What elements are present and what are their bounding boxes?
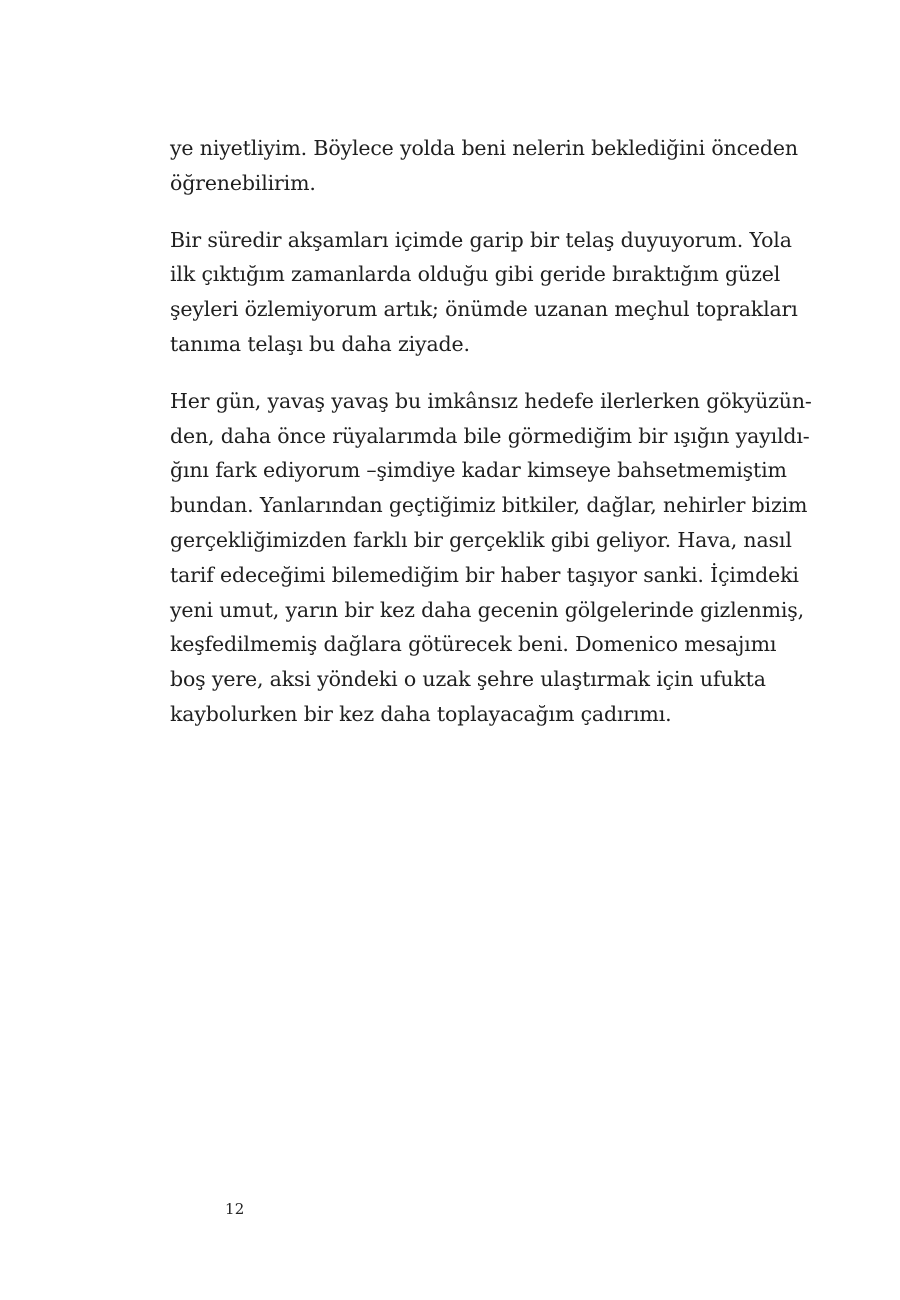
text-line: keşfedilmemiş dağlara götürecek beni. Domenico mesajımı (170, 632, 777, 657)
text-line: yeni umut, yarın bir kez daha gecenin gölgelerinde gizlenmiş, (170, 597, 805, 622)
paragraph (170, 223, 798, 362)
paragraph (170, 131, 798, 201)
text-line: boş yere, aksi yöndeki o uzak şehre ulaştırmak için ufukta (170, 667, 766, 692)
text-line: ğını fark ediyorum –şimdiye kadar kimseye bahsetmemiştim (170, 458, 787, 483)
text-line: ye niyetliyim. Böylece yolda beni nelerin beklediğini önceden (170, 136, 798, 160)
body-text (170, 131, 812, 754)
page-number: 12 (225, 1200, 245, 1218)
text-line: Her gün, yavaş yavaş bu imkânsız hedefe ilerlerken gökyüzün- (170, 388, 812, 413)
text-line: bundan. Yanlarından geçtiğimiz bitkiler, dağlar, nehirler bizim (170, 493, 808, 518)
text-line: ilk çıktığım zamanlarda olduğu gibi geride bıraktığım güzel (170, 262, 781, 287)
text-line: gerçekliğimizden farklı bir gerçeklik gibi geliyor. Hava, nasıl (170, 527, 792, 552)
text-line: tarif edeceğimi bilemediğim bir haber taşıyor sanki. İçimdeki (170, 562, 799, 587)
paragraph (170, 384, 812, 732)
text-line: tanıma telaşı bu daha ziyade. (170, 331, 470, 356)
text-line: kaybolurken bir kez daha toplayacağım çadırımı. (170, 701, 672, 726)
text-line: öğrenebilirim. (170, 170, 316, 195)
text-line: Bir süredir akşamları içimde garip bir telaş duyuyorum. Yola (170, 227, 792, 252)
text-line: den, daha önce rüyalarımda bile görmediğim bir ışığın yayıldı- (170, 423, 810, 448)
text-line: şeyleri özlemiyorum artık; önümde uzanan meçhul toprakları (170, 297, 798, 322)
